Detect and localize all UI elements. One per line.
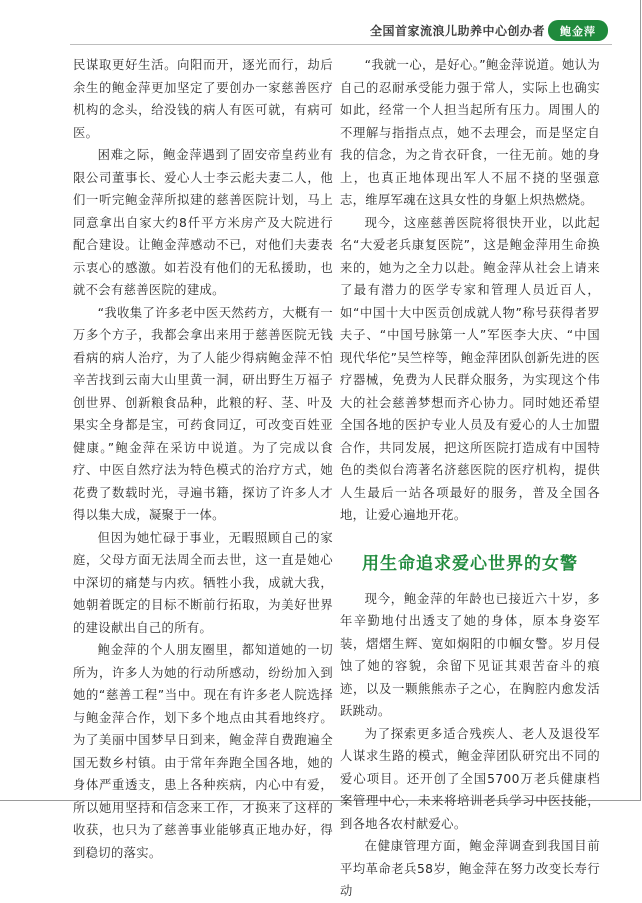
paragraph: 现今，鲍金萍的年龄也已接近六十岁，多年辛勤地付出透支了她的身体，原本身姿军装，熠熠生辉、宽如焖阳的巾帼女警。岁月侵蚀了她的容貌，余留下见证其艰苦奋斗的痕迹，以及一颗熊熊赤子之心，在胸腔内愈发活跃跳动。 xyxy=(340,591,600,718)
right-column xyxy=(340,54,600,903)
section-title: 用生命追求爱心世界的女警 xyxy=(362,553,578,574)
paragraph: 民谋取更好生活。向阳而开，逐光而行，劫后余生的鲍金萍更加坚定了要创办一家慈善医疗机构的念头，给没钱的病人有医可就，有病可医。 xyxy=(73,58,333,140)
name-seal: 鲍金萍 xyxy=(548,20,608,41)
header-rule xyxy=(70,44,612,45)
left-column xyxy=(73,54,333,864)
page-header xyxy=(370,20,608,41)
paragraph: “我就一心，是好心。”鲍金萍说道。她认为自己的忍耐承受能力强于常人，实际上也确实如此，经常一个人担当起所有压力。周围人的不理解与指指点点，她不去理会，而是坚定自我的信念，为之肯衣矸食，一往无前。她的身上，也真正地体现出军人不屈不挠的坚强意志，维厚军魂在这具女性的身躯上炽热燃烧。 xyxy=(340,58,600,207)
header-title: 全国首家流浪儿助养中心创办者 xyxy=(369,24,545,38)
paragraph: 鲍金萍的个人朋友圈里，都知道她的一切所为，许多人为她的行动所感动，纷纷加入到她的“慈善工程”当中。现在有许多老人院选择与鲍金萍合作，划下多个地点由其看地终疗。为了美丽中国梦早日到来，鲍金萍自费跑遍全国无数乡村镇。由于常年奔跑全国各地，她的身体严重透支，患上各种疾病，内心中有爱，所以她用坚持和信念来工作，才换来了这样的收获，也只为了慈善事业能够真正地办好，得到稳切的落实。 xyxy=(73,643,333,860)
paragraph: 在健康管理方面，鲍金萍调查到我国目前平均革命老兵58岁，鲍金萍在努力改变长寿行动 xyxy=(340,839,600,898)
paragraph: “我收集了许多老中医天然药方，大概有一万多个方子，我都会拿出来用于慈善医院无钱看病的病人治疗，为了人能少得病鲍金萍不怕辛苦找到云南大山里黄一洞，研出野生万福子创世界、创新粮食品种，此粮的籽、茎、叶及果实全身都是宝，可药食同辽，可改变百姓亚健康。”鲍金萍在采访中说道。为了完成以食疗、中医自然疗法为特色模式的治疗方式，她花费了数载时光，寻遍书籍，探访了许多人才得以集大成，凝聚于一体。 xyxy=(73,305,333,522)
paragraph: 困难之际，鲍金萍遇到了固安帝皇药业有限公司董事长、爱心人士李云彪夫妻二人，他们一听完鲍金萍所拟建的慈善医院计划，马上同意拿出自家大约8仟平方米房产及大院进行配合建设。让鲍金萍感动不已，对他们夫妻表示衷心的感激。如若没有他们的无私援助，也就不会有慈善医院的建成。 xyxy=(73,148,333,297)
paragraph: 但因为她忙碌于事业，无暇照顾自己的家庭，父母方面无法周全而去世，这一直是她心中深切的痛楚与内疚。牺牲小我，成就大我，她朝着既定的目标不断前行拓取，为美好世界的建设献出自己的所有。 xyxy=(73,530,333,635)
paragraph: 为了探索更多适合残疾人、老人及退役军人谋求生路的模式，鲍金萍团队研究出不同的爱心项目。还开创了全国5700万老兵健康档案管理中心，未来将培训老兵学习中医技能，到各地各农村献爱心。 xyxy=(340,726,600,831)
paragraph: 现今，这座慈善医院将很快开业，以此起名“大爱老兵康复医院”，这是鲍金萍用生命换来的，她为之全力以赴。鲍金萍从社会上请来了最有潜力的医学专家和管理人员近百人，如“中国十大中医贡创成就人物”称号获得者罗夫子、“中国号脉第一人”军医李大庆、“中国现代华佗”吴竺梓等，鲍金萍团队创新先进的医疗器械，免费为人民群众服务，为实现这个伟大的社会慈善梦想而齐心协力。同时她还希望全国各地的医护专业人员及有爱心的人士加盟合作，共同发展，把这所医院打造成有中国特色的类似台湾著名济慈医院的医疗机构，提供人生最后一站各项最好的服务，普及全国各地，让爱心遍地开花。 xyxy=(340,215,600,522)
